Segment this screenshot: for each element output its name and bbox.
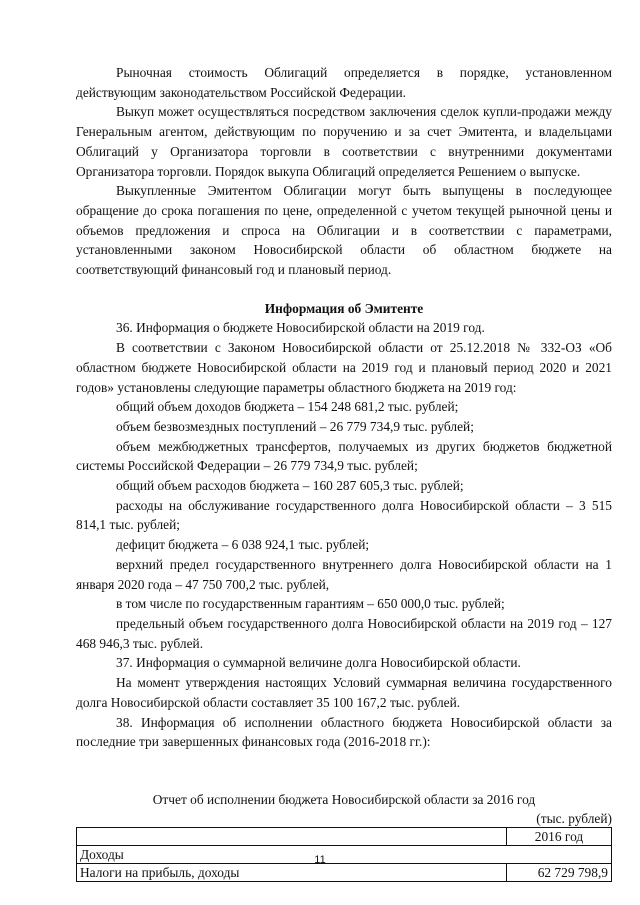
paragraph-total-expenses: общий объем расходов бюджета – 160 287 605,3 тыс. рублей; [116,478,464,494]
paragraph-debt-limit: верхний предел государственного внутреннего долга Новосибирской области на 1 января 2020 года – 47 750 700,2 тыс. рублей, [76,556,612,592]
table-row-label: Налоги на прибыль, доходы [77,863,507,881]
paragraph-guarantees: в том числе по государственным гарантиям – 650 000,0 тыс. рублей; [116,596,505,612]
paragraph-law-reference: В соответствии с Законом Новосибирской области от 25.12.2018 № 332-ОЗ «Об областном бюджете Новосибирской области на 2019 год и плановый период 2020 и 2021 годов» установлены следующие параметры областного бюджета на 2019 год: [76,340,612,395]
page-content [76,63,612,882]
section-heading: Информация об Эмитенте [264,300,424,316]
page-number: 11 [314,854,326,866]
table-header-row [77,827,612,845]
paragraph-grants: объем безвозмездных поступлений – 26 779 734,9 тыс. рублей; [116,418,474,434]
paragraph-item-36: 36. Информация о бюджете Новосибирской области на 2019 год. [116,320,485,336]
table-title: Отчет об исполнении бюджета Новосибирской области за 2016 год [152,791,536,807]
paragraph-total-revenue: общий объем доходов бюджета – 154 248 681,2 тыс. рублей; [116,399,459,415]
paragraph-total-debt: На момент утверждения настоящих Условий суммарная величина государственного долга Новосибирской области составляет 35 100 167,2 тыс. рублей. [76,675,612,710]
table-section-label: Доходы [77,845,612,863]
paragraph-item-37: 37. Информация о суммарной величине долга Новосибирской области. [116,655,521,671]
paragraph-max-debt: предельный объем государственного долга Новосибирской области на 2019 год – 127 468 946,3 тыс. рублей. [76,615,612,651]
table-header-empty [77,827,507,845]
paragraph-debt-service: расходы на обслуживание государственного долга Новосибирской области – 3 515 814,1 тыс. рублей; [76,497,612,533]
table-header-year: 2016 год [507,827,612,845]
paragraph-transfers: объем межбюджетных трансфертов, получаемых из других бюджетов бюджетной системы Российской Федерации – 26 779 734,9 тыс. рублей; [76,438,612,474]
table-row-value: 62 729 798,9 [507,863,612,881]
paragraph-market-value: Рыночная стоимость Облигаций определяется в порядке, установленном действующим законодательством Российской Федерации. [76,65,612,100]
paragraph-buyback: Выкуп может осуществляться посредством заключения сделок купли-продажи между Генеральным агентом, действующим по поручению и за счет Эмитента, и владельцами Облигаций у Организатора торговли в соответствии с внутренними документами Организатора торговли. Порядок выкупа Облигаций определяется Решением о выпуске. [76,104,612,179]
paragraph-reissue: Выкупленные Эмитентом Облигации могут быть выпущены в последующее обращение до срока погашения по цене, определенной с учетом текущей рыночной цены и объемов предложения и спроса на Облигации и в соответствии с параметрами, установленными законом Новосибирской области об областном бюджете на соответствующий финансовый год и плановый период. [76,183,612,278]
paragraph-item-38: 38. Информация об исполнении областного бюджета Новосибирской области за последние три завершенных финансовых года (2016-2018 гг.): [76,714,612,750]
paragraph-deficit: дефицит бюджета – 6 038 924,1 тыс. рублей; [116,537,370,553]
table-units: (тыс. рублей) [536,810,612,826]
